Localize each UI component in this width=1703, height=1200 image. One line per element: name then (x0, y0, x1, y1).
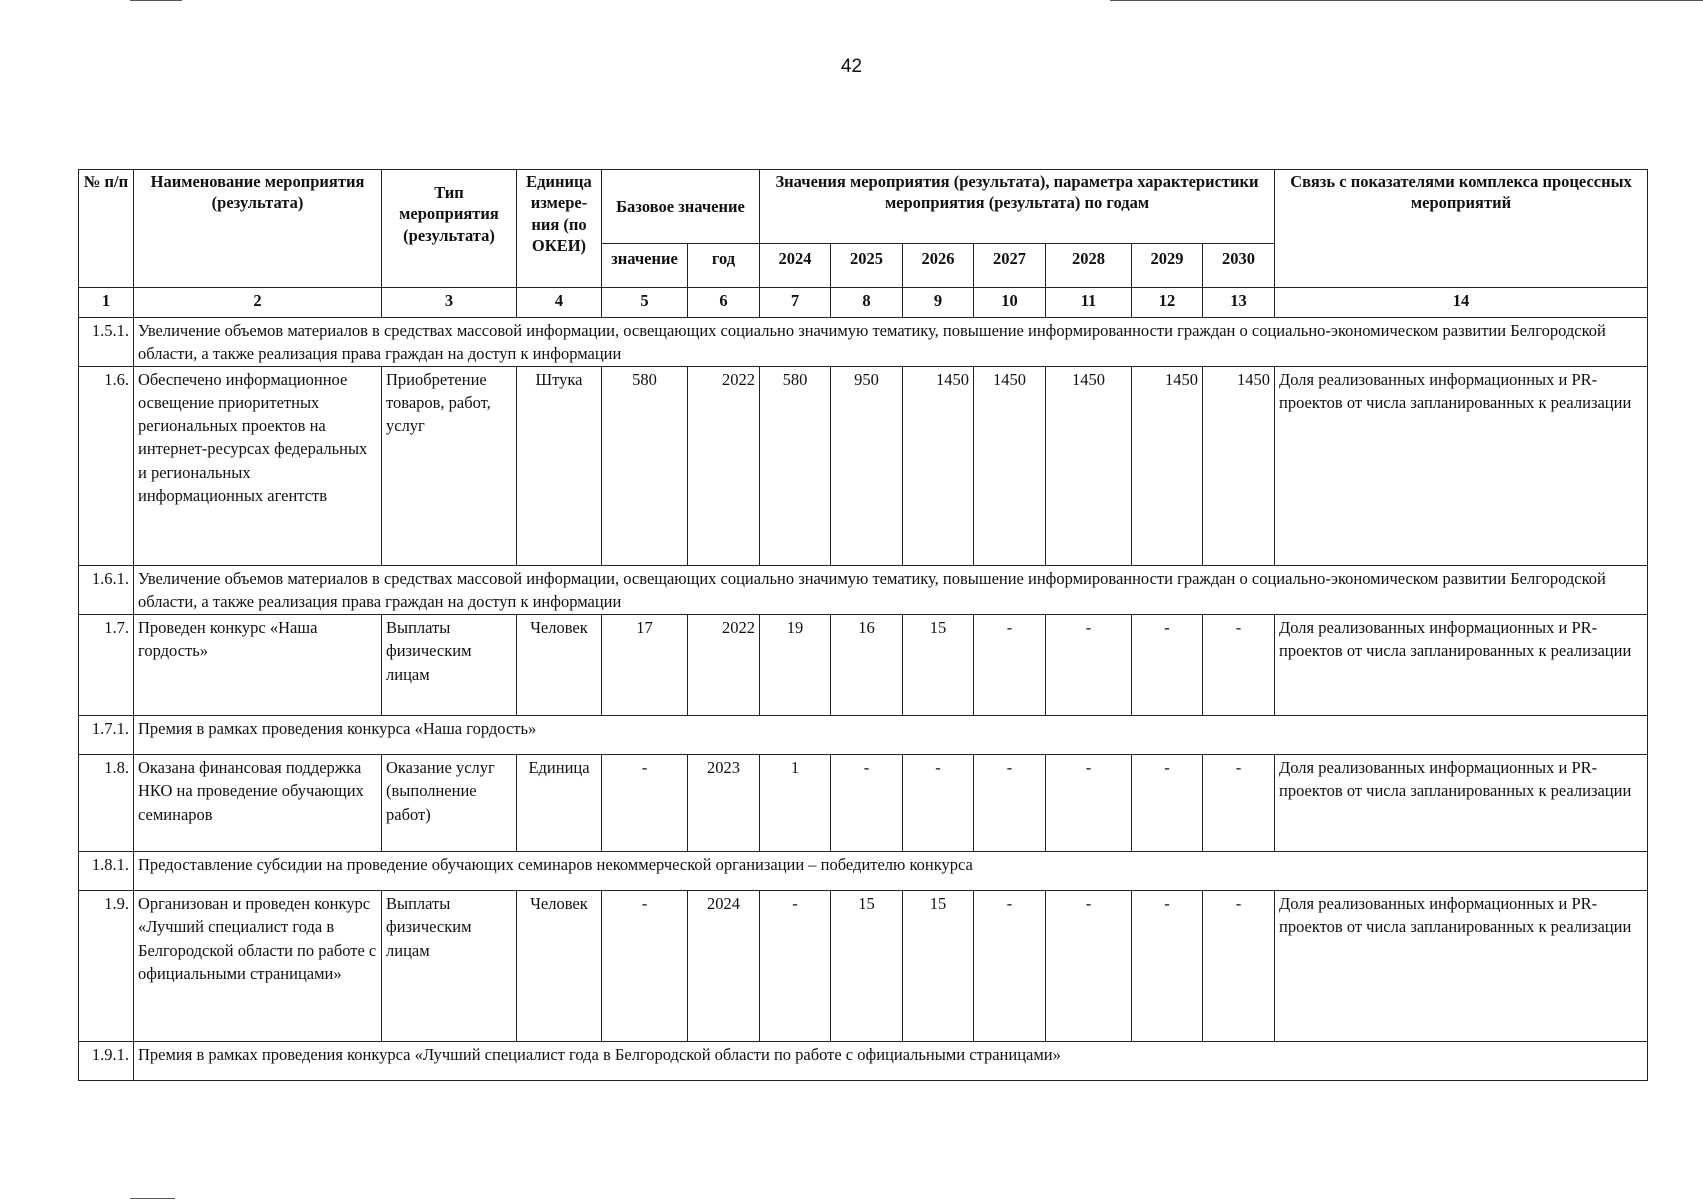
header-num: № п/п (79, 170, 134, 288)
task-row-1-9-1 (79, 1042, 1648, 1081)
row-number: 1.6. (79, 367, 134, 566)
year-value: 950 (831, 367, 903, 566)
year-value: - (1132, 755, 1203, 852)
base-year: 2022 (688, 367, 760, 566)
header-year: 2026 (903, 244, 974, 288)
activity-unit: Человек (517, 615, 602, 716)
year-value: - (831, 755, 903, 852)
column-number: 7 (760, 288, 831, 318)
task-text: Увеличение объемов материалов в средствах массовой информации, освещающих социально значимую тематику, повышение информированности граждан о социально-экономическом развитии Белгородской области, а также реализация права граждан на доступ к информации (134, 318, 1648, 367)
activity-row-1-7 (79, 615, 1648, 716)
activity-name: Оказана финансовая поддержка НКО на проведение обучающих семинаров (134, 755, 382, 852)
task-text: Увеличение объемов материалов в средствах массовой информации, освещающих социально значимую тематику, повышение информированности граждан о социально-экономическом развитии Белгородской области, а также реализация права граждан на доступ к информации (134, 566, 1648, 615)
year-value: 1450 (974, 367, 1046, 566)
column-number: 6 (688, 288, 760, 318)
activity-name: Организован и проведен конкурс «Лучший специалист года в Белгородской области по работе с официальными страницами» (134, 891, 382, 1042)
activity-unit: Человек (517, 891, 602, 1042)
page-number: 42 (840, 56, 863, 77)
row-number: 1.8.1. (79, 852, 134, 891)
year-value: 580 (760, 367, 831, 566)
header-base-value: значение (602, 244, 688, 288)
activity-unit: Единица (517, 755, 602, 852)
header-year: 2027 (974, 244, 1046, 288)
activity-row-1-9 (79, 891, 1648, 1042)
header-base-year: год (688, 244, 760, 288)
year-value: - (903, 755, 974, 852)
column-number: 3 (382, 288, 517, 318)
column-number: 2 (134, 288, 382, 318)
activity-type: Выплаты физическим лицам (382, 891, 517, 1042)
column-number: 5 (602, 288, 688, 318)
year-value: 16 (831, 615, 903, 716)
indicator-link: Доля реализованных информационных и PR-проектов от числа запланированных к реализации (1275, 615, 1648, 716)
year-value: - (1203, 615, 1275, 716)
year-value: 15 (903, 615, 974, 716)
year-value: 19 (760, 615, 831, 716)
scan-edge-line (130, 0, 182, 1)
header-base: Базовое значение (602, 170, 760, 244)
task-text: Премия в рамках проведения конкурса «Наша гордость» (134, 716, 1648, 755)
year-value: 1 (760, 755, 831, 852)
indicator-link: Доля реализованных информационных и PR-проектов от числа запланированных к реализации (1275, 755, 1648, 852)
column-number: 13 (1203, 288, 1275, 318)
year-value: - (974, 755, 1046, 852)
activity-name: Проведен конкурс «Наша гордость» (134, 615, 382, 716)
year-value: 1450 (903, 367, 974, 566)
year-value: - (1132, 891, 1203, 1042)
activity-row-1-8 (79, 755, 1648, 852)
task-row-1-8-1 (79, 852, 1648, 891)
base-year: 2024 (688, 891, 760, 1042)
row-number: 1.5.1. (79, 318, 134, 367)
year-value: - (1046, 615, 1132, 716)
activity-type: Приобретение товаров, работ, услуг (382, 367, 517, 566)
activities-table (78, 169, 1648, 1081)
table-header-row (79, 170, 1648, 244)
activity-type: Оказание услуг (выполнение работ) (382, 755, 517, 852)
header-year: 2028 (1046, 244, 1132, 288)
header-link: Связь с показателями комплекса процессных мероприятий (1275, 170, 1648, 288)
base-value: 17 (602, 615, 688, 716)
year-value: - (974, 615, 1046, 716)
row-number: 1.9.1. (79, 1042, 134, 1081)
scan-edge-line (1110, 0, 1703, 1)
task-text: Премия в рамках проведения конкурса «Лучший специалист года в Белгородской области по работе с официальными страницами» (134, 1042, 1648, 1081)
column-number: 1 (79, 288, 134, 318)
year-value: 15 (831, 891, 903, 1042)
header-year: 2029 (1132, 244, 1203, 288)
base-value: - (602, 755, 688, 852)
task-row-1-7-1 (79, 716, 1648, 755)
year-value: - (760, 891, 831, 1042)
row-number: 1.9. (79, 891, 134, 1042)
column-number: 10 (974, 288, 1046, 318)
header-year: 2025 (831, 244, 903, 288)
column-number: 4 (517, 288, 602, 318)
header-name: Наименование мероприятия (результата) (134, 170, 382, 288)
year-value: - (1132, 615, 1203, 716)
header-values: Значения мероприятия (результата), параметра характеристики мероприятия (результата) по годам (760, 170, 1275, 244)
year-value: - (974, 891, 1046, 1042)
task-row-1-6-1 (79, 566, 1648, 615)
activity-name: Обеспечено информационное освещение приоритетных региональных проектов на интернет-ресурсах федеральных и региональных информационных агентств (134, 367, 382, 566)
year-value: 1450 (1046, 367, 1132, 566)
year-value: 1450 (1132, 367, 1203, 566)
year-value: - (1046, 891, 1132, 1042)
task-row-1-5-1 (79, 318, 1648, 367)
year-value: - (1046, 755, 1132, 852)
row-number: 1.7. (79, 615, 134, 716)
scan-edge-line (130, 1198, 175, 1199)
base-value: 580 (602, 367, 688, 566)
row-number: 1.6.1. (79, 566, 134, 615)
header-type: Тип мероприятия (результата) (382, 170, 517, 288)
activity-unit: Штука (517, 367, 602, 566)
row-number: 1.7.1. (79, 716, 134, 755)
column-number: 14 (1275, 288, 1648, 318)
header-year: 2030 (1203, 244, 1275, 288)
header-year: 2024 (760, 244, 831, 288)
base-year: 2022 (688, 615, 760, 716)
activity-row-1-6 (79, 367, 1648, 566)
year-value: - (1203, 891, 1275, 1042)
header-unit: Единица измере-ния (по ОКЕИ) (517, 170, 602, 288)
indicator-link: Доля реализованных информационных и PR-проектов от числа запланированных к реализации (1275, 891, 1648, 1042)
year-value: 1450 (1203, 367, 1275, 566)
column-number-row (79, 288, 1648, 318)
year-value: - (1203, 755, 1275, 852)
column-number: 11 (1046, 288, 1132, 318)
task-text: Предоставление субсидии на проведение обучающих семинаров некоммерческой организации – победителю конкурса (134, 852, 1648, 891)
base-year: 2023 (688, 755, 760, 852)
row-number: 1.8. (79, 755, 134, 852)
year-value: 15 (903, 891, 974, 1042)
indicator-link: Доля реализованных информационных и PR-проектов от числа запланированных к реализации (1275, 367, 1648, 566)
activity-type: Выплаты физическим лицам (382, 615, 517, 716)
column-number: 12 (1132, 288, 1203, 318)
base-value: - (602, 891, 688, 1042)
column-number: 9 (903, 288, 974, 318)
column-number: 8 (831, 288, 903, 318)
